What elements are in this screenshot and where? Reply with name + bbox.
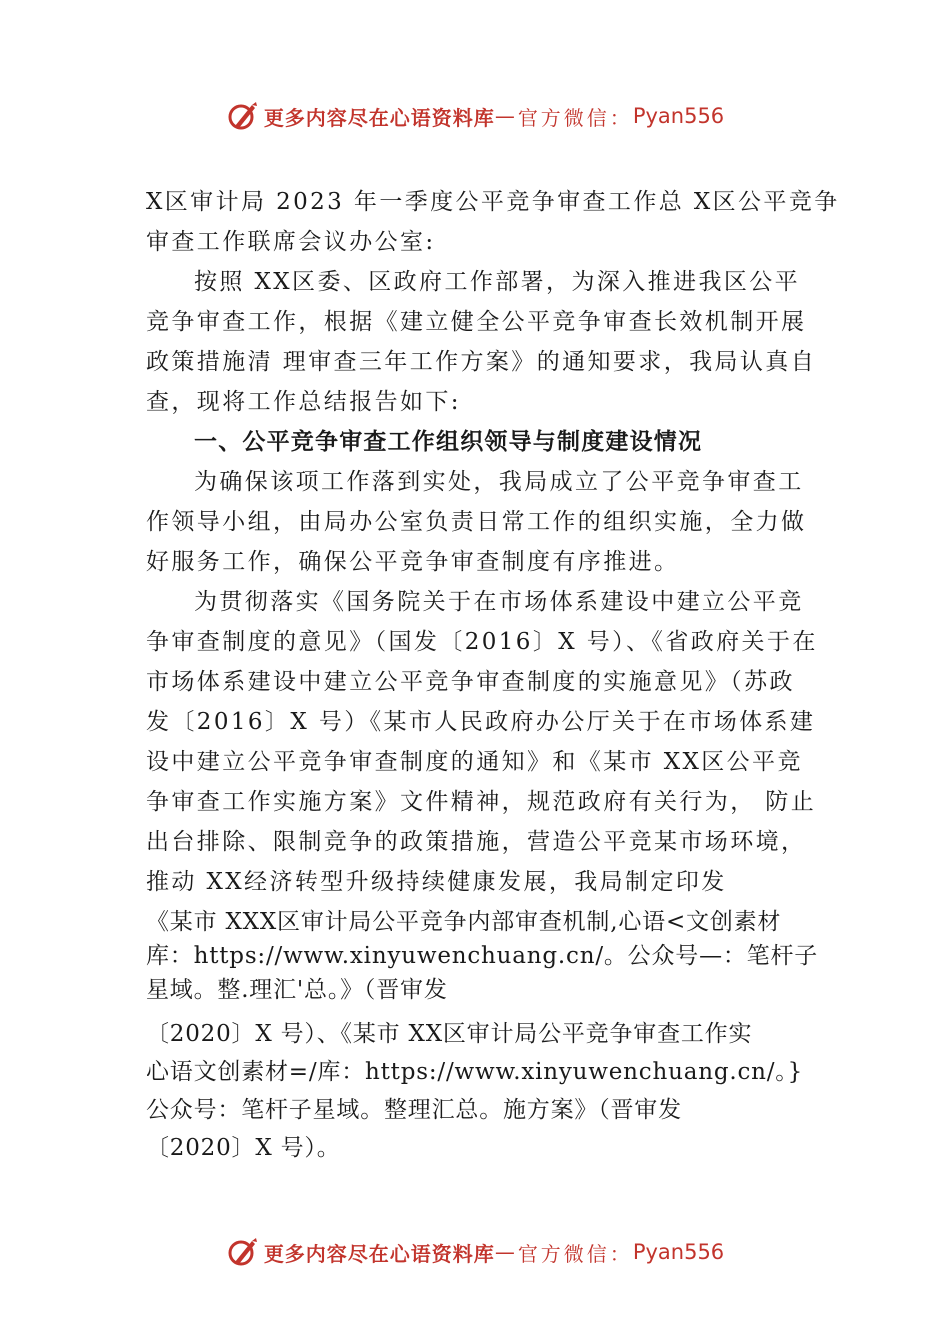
paragraph-line: 政策措施清 理审查三年工作方案》的通知要求，我局认真自: [146, 349, 817, 375]
paragraph-line: 按照 XX区委、区政府工作部署，为深入推进我区公平: [194, 269, 801, 295]
watermark-wechat-label: 官方微信：: [517, 105, 633, 130]
watermark-dash: —: [494, 1240, 518, 1264]
paragraph-line: 推动 XX经济转型升级持续健康发展，我局制定印发: [146, 869, 727, 895]
paragraph-line: 市场体系建设中建立公平竞争审查制度的实施意见》（苏政: [146, 669, 795, 695]
paragraph-line: 星域。整.理汇'总。》（晋审发: [146, 977, 448, 1003]
watermark-site-text: 更多内容尽在心语资料库: [263, 105, 495, 130]
paragraph-line: 库：https://www.xinyuwenchuang.cn/。公众号—：笔杆子: [146, 943, 819, 969]
watermark-dash: —: [494, 104, 518, 128]
paragraph-line: 出台排除、限制竞争的政策措施，营造公平竞某市场环境，: [146, 829, 807, 855]
watermark-wechat-label: 官方微信：: [517, 1241, 633, 1266]
paragraph-line: 心语文创素材=/库：https://www.xinyuwenchuang.cn/。}: [146, 1059, 804, 1085]
paragraph-line: 查，现将工作总结报告如下:: [146, 389, 461, 415]
pen-logo-icon: [226, 1235, 260, 1269]
paragraph-line: 为贯彻落实《国务院关于在市场体系建设中建立公平竞: [194, 589, 804, 615]
paragraph-line: 作领导小组，由局办公室负责日常工作的组织实施，全力做: [146, 509, 807, 535]
paragraph-line: 〔2020〕X 号）。: [146, 1135, 341, 1161]
watermark-wechat-id: Pyan556: [632, 104, 725, 128]
header-watermark: [0, 96, 950, 136]
title-line: X区审计局 2023 年一季度公平竞争审查工作总 X区公平竞争: [146, 189, 840, 215]
watermark-wechat-id: Pyan556: [632, 1240, 725, 1264]
paragraph-line: 争审查制度的意见》（国发〔2016〕X 号）、《省政府关于在: [146, 629, 818, 655]
watermark-site-text: 更多内容尽在心语资料库: [263, 1241, 495, 1266]
paragraph-line: 〔2020〕X 号）、《某市 XX区审计局公平竞争审查工作实: [146, 1021, 753, 1047]
paragraph-line: 竞争审查工作，根据《建立健全公平竞争审查长效机制开展: [146, 309, 807, 335]
paragraph-line: 公众号：笔杆子星域。整理汇总。施方案》（晋审发: [146, 1097, 682, 1123]
paragraph-line: 发〔2016〕X 号）《某市人民政府办公厅关于在市场体系建: [146, 709, 816, 735]
paragraph-line: 设中建立公平竞争审查制度的通知》和《某市 XX区公平竞: [146, 749, 803, 775]
addressee-line: 审查工作联席会议办公室:: [146, 229, 436, 255]
paragraph-line: 争审查工作实施方案》文件精神，规范政府有关行为， 防止: [146, 789, 817, 815]
footer-watermark: [0, 1232, 950, 1272]
section-heading: 一、公平竞争审查工作组织领导与制度建设情况: [194, 429, 703, 455]
paragraph-line: 为确保该项工作落到实处，我局成立了公平竞争审查工: [194, 469, 804, 495]
paragraph-line: 《某市 XXX区审计局公平竞争内部审查机制,心语<文创素材: [146, 909, 782, 935]
pen-logo-icon: [226, 99, 260, 133]
paragraph-line: 好服务工作，确保公平竞争审查制度有序推进。: [146, 549, 680, 575]
